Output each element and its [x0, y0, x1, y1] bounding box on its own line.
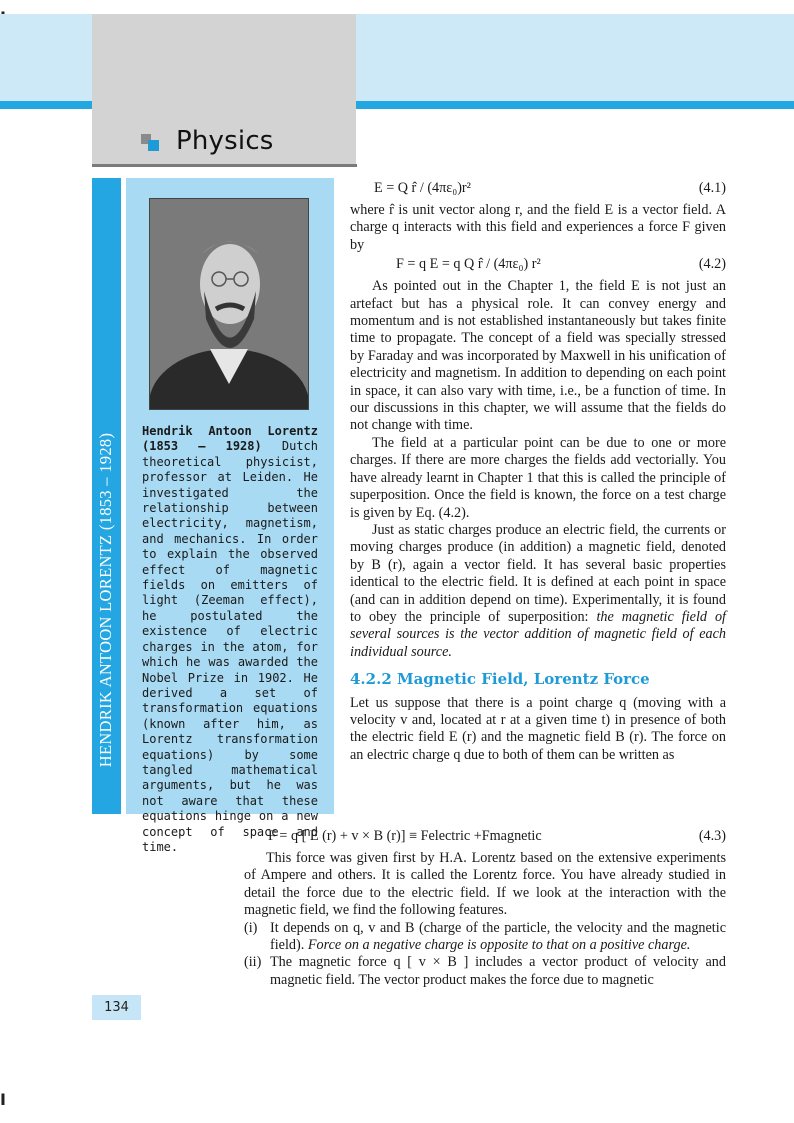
crop-mark-bottom: I [0, 1090, 6, 1109]
bio-dates: (1853 – 1928) [142, 439, 262, 454]
equation-4-3-expression: F = q [ E (r) + v × B (r)] ≡ Felectric +Fmagnetic [268, 828, 542, 844]
equation-4-3-number: (4.3) [698, 828, 726, 844]
equation-4-3 [244, 826, 726, 850]
paragraph-magnetic-field-text: Just as static charges produce an electric field, the currents or moving charges produce (in addition) a magnetic field, denoted by B (r), again a vector field. It has several basic properties identical to the electric field. It is defined at each point in space (and can in addition depend on time). Experimentally, it is found to obey the principle of superposition: [350, 521, 726, 625]
paragraph-field-role: As pointed out in the Chapter 1, the field E is not just an artefact but has a physical role. It can convey energy and momentum and is not established instantaneously but takes finite time to propagate. The concept of a field was specially stressed by Faraday and was incorporated by Maxwell in his unification of electricity and magnetism. In addition to depending on each point in space, it can also vary with time, i.e., be a function of time. In our discussions in this chapter, we will assume that the fields do not change with time. [350, 278, 726, 434]
equation-4-1-expression: E = Q r̂ / (4πε₀)r² [374, 180, 471, 196]
biography-text [142, 424, 318, 855]
portrait-image [149, 198, 309, 410]
feature-list-item [244, 954, 726, 989]
list-item-text: The magnetic force q [ v × B ] includes a vector product of velocity and magnetic field. The vector product makes the force due to magnetic [270, 954, 726, 988]
page-number: 134 [92, 995, 141, 1020]
header-underline [92, 164, 357, 167]
paragraph-magnetic-field-italic: the magnetic field of several sources is the vector addition of magnetic field of each individual source. [350, 608, 726, 660]
main-column [350, 178, 726, 764]
section-heading: 4.2.2 Magnetic Field, Lorentz Force [350, 670, 650, 689]
header-square-accent-icon [148, 140, 159, 151]
equation-4-2 [350, 254, 726, 278]
paragraph-lorentz-force: This force was given first by H.A. Lorentz based on the extensive experiments of Ampere and others. It is called the Lorentz force. You have already studied in detail the force due to the electric field. If we look at the interaction with the magnetic field, we find the following features. [244, 850, 726, 919]
portrait-illustration [150, 199, 308, 409]
equation-4-1-number: (4.1) [698, 180, 726, 196]
page-title: Physics [176, 126, 274, 156]
paragraph-field-definition: where r̂ is unit vector along r, and the field E is a vector field. A charge q interacts with this field and experiences a force F given by [350, 202, 726, 253]
bio-name: Hendrik Antoon Lorentz [142, 424, 318, 438]
feature-list-item [244, 920, 726, 955]
equation-4-2-number: (4.2) [698, 256, 726, 273]
paragraph-superposition: The field at a particular point can be due to one or more charges. If there are more charges the fields add vectorially. You have already learnt in Chapter 1 that this is called the principle of superposition. Once the field is known, the force on a test charge is given by Eq. (4.2). [350, 434, 726, 521]
list-marker: (ii) [244, 954, 262, 971]
list-item-italic: Force on a negative charge is opposite to that on a positive charge. [307, 937, 691, 954]
bio-body: Dutch theoretical physicist, professor at Leiden. He investigated the relationship between electricity, magnetism, and mechanics. In order to explain the observed effect of magnetic fields on emitters of light (Zeeman effect), he postulated the existence of electric charges in the atom, for which he was awarded the Nobel Prize in 1902. He derived a set of transformation equations (known after him, as Lorentz transformation equations) by some tangled mathematical arguments, but he was not aware that these equations hinge on a new concept of space and time. [142, 439, 318, 854]
sidebar-vertical-title: HENDRIK ANTOON LORENTZ (1853 – 1928) [96, 432, 115, 768]
wide-column [244, 826, 726, 989]
equation-4-2-expression: F = q E = q Q r̂ / (4πε₀) r² [396, 256, 541, 273]
paragraph-point-charge: Let us suppose that there is a point charge q (moving with a velocity v and, located at r at a given time t) in presence of both the electric field E (r) and the magnetic field B (r). The force on an electric charge q due to both of them can be written as [350, 694, 726, 763]
equation-4-1 [350, 178, 726, 202]
list-marker: (i) [244, 919, 258, 936]
paragraph-magnetic-field [350, 522, 726, 661]
list-item-text: It depends on q, v and B (charge of the particle, the velocity and the magnetic field). [270, 919, 726, 954]
